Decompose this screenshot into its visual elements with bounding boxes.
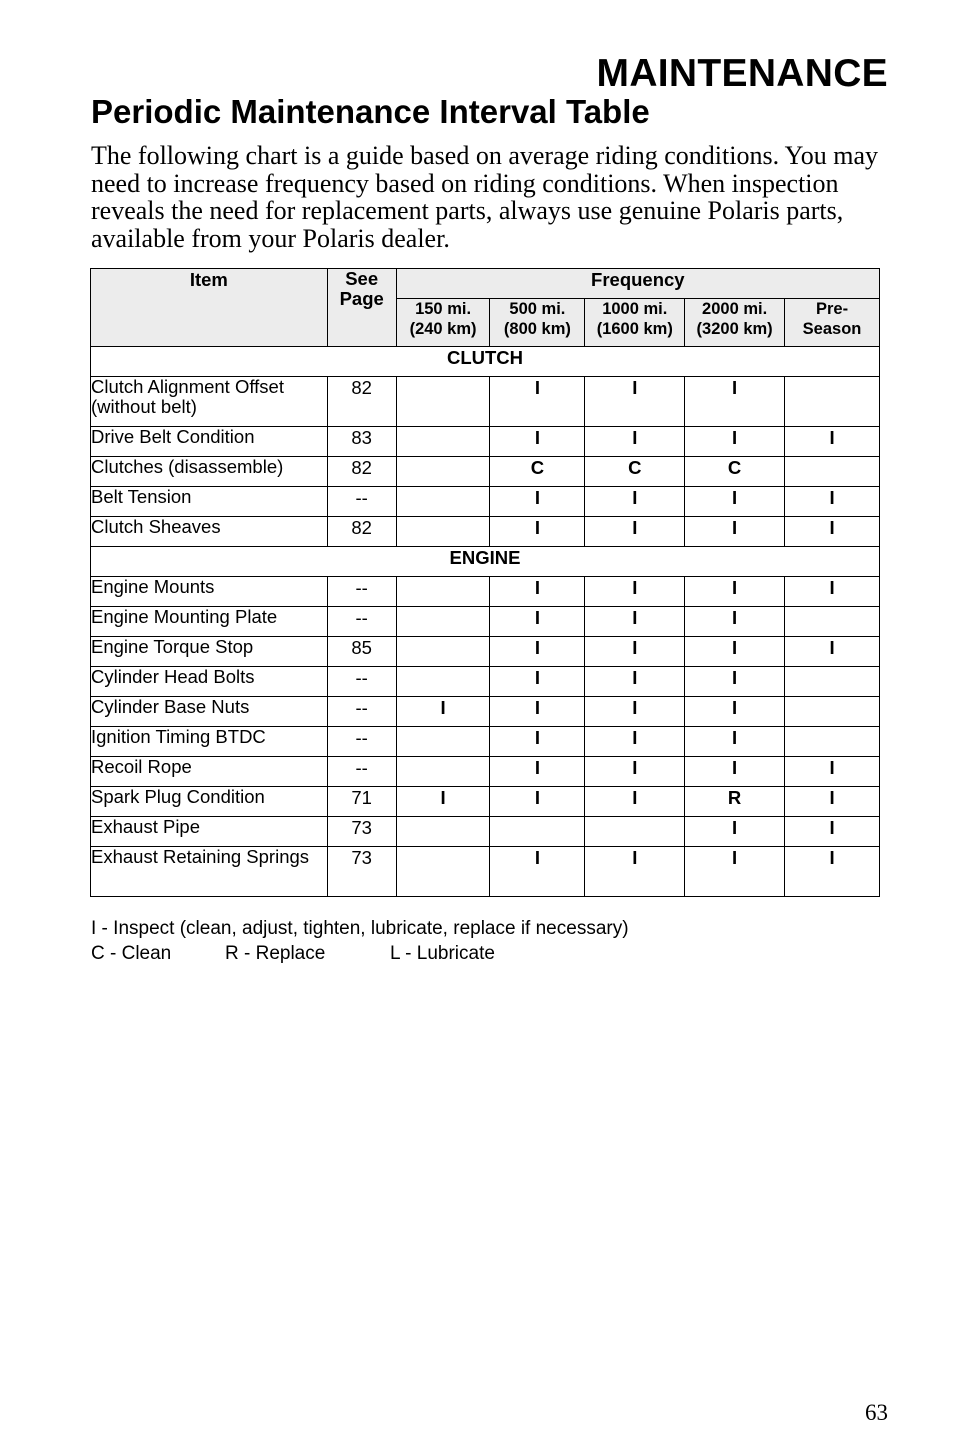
- frequency-cell: I: [685, 757, 785, 787]
- frequency-cell: [396, 607, 490, 637]
- table-row: [91, 847, 880, 897]
- item-cell: Clutches (disassemble): [91, 457, 328, 487]
- frequency-cell: [785, 697, 880, 727]
- item-cell: Cylinder Head Bolts: [91, 667, 328, 697]
- frequency-cell: [785, 607, 880, 637]
- item-cell: Clutch Sheaves: [91, 517, 328, 547]
- frequency-cell: I: [685, 817, 785, 847]
- table-row: [91, 757, 880, 787]
- frequency-cell: [396, 577, 490, 607]
- frequency-cell: I: [585, 727, 685, 757]
- frequency-cell: I: [490, 667, 585, 697]
- frequency-cell: I: [685, 637, 785, 667]
- header-frequency: Frequency: [396, 269, 879, 299]
- frequency-cell: I: [685, 697, 785, 727]
- frequency-cell: I: [685, 577, 785, 607]
- frequency-cell: C: [490, 457, 585, 487]
- item-cell: Cylinder Base Nuts: [91, 697, 328, 727]
- frequency-cell: I: [585, 377, 685, 427]
- table-row: [91, 817, 880, 847]
- table-row: [91, 637, 880, 667]
- item-cell: Belt Tension: [91, 487, 328, 517]
- see-page-cell: 71: [327, 787, 396, 817]
- item-cell: Spark Plug Condition: [91, 787, 328, 817]
- table-row: [91, 377, 880, 427]
- see-page-cell: --: [327, 727, 396, 757]
- frequency-cell: I: [685, 667, 785, 697]
- frequency-cell: I: [490, 577, 585, 607]
- see-page-cell: 85: [327, 637, 396, 667]
- frequency-cell: [396, 427, 490, 457]
- item-cell: Ignition Timing BTDC: [91, 727, 328, 757]
- frequency-cell: I: [490, 847, 585, 897]
- frequency-cell: I: [685, 517, 785, 547]
- frequency-cell: I: [585, 487, 685, 517]
- table-row: [91, 787, 880, 817]
- table-row: [91, 487, 880, 517]
- frequency-cell: [585, 817, 685, 847]
- frequency-cell: I: [685, 427, 785, 457]
- legend-replace: R - Replace: [225, 943, 326, 964]
- frequency-cell: [396, 847, 490, 897]
- frequency-cell: [785, 377, 880, 427]
- frequency-cell: C: [685, 457, 785, 487]
- item-cell: Drive Belt Condition: [91, 427, 328, 457]
- frequency-cell: [490, 817, 585, 847]
- frequency-cell: I: [490, 757, 585, 787]
- legend: [91, 916, 629, 966]
- frequency-cell: I: [585, 637, 685, 667]
- frequency-cell: [396, 757, 490, 787]
- frequency-cell: I: [785, 847, 880, 897]
- group-row: [91, 547, 880, 577]
- frequency-cell: [396, 377, 490, 427]
- frequency-cell: [396, 637, 490, 667]
- frequency-cell: I: [685, 377, 785, 427]
- see-page-cell: --: [327, 607, 396, 637]
- page-number: 63: [865, 1400, 888, 1425]
- frequency-cell: I: [585, 757, 685, 787]
- section-title: MAINTENANCE: [596, 52, 888, 95]
- frequency-cell: [785, 727, 880, 757]
- frequency-cell: R: [685, 787, 785, 817]
- frequency-cell: I: [396, 697, 490, 727]
- frequency-cell: I: [490, 787, 585, 817]
- table-row: [91, 667, 880, 697]
- header-see-page: See Page: [327, 269, 396, 347]
- interval-500: 500 mi. (800 km): [490, 299, 585, 347]
- frequency-cell: [396, 487, 490, 517]
- frequency-cell: I: [685, 607, 785, 637]
- frequency-cell: I: [785, 487, 880, 517]
- item-cell: Exhaust Pipe: [91, 817, 328, 847]
- see-page-cell: --: [327, 577, 396, 607]
- see-page-cell: 82: [327, 457, 396, 487]
- frequency-cell: [785, 457, 880, 487]
- frequency-cell: I: [490, 377, 585, 427]
- frequency-cell: I: [785, 577, 880, 607]
- frequency-cell: [785, 667, 880, 697]
- frequency-cell: I: [396, 787, 490, 817]
- frequency-cell: I: [585, 607, 685, 637]
- frequency-cell: I: [785, 817, 880, 847]
- frequency-cell: I: [585, 577, 685, 607]
- interval-1000: 1000 mi. (1600 km): [585, 299, 685, 347]
- frequency-cell: I: [785, 517, 880, 547]
- frequency-cell: I: [585, 517, 685, 547]
- frequency-cell: [396, 667, 490, 697]
- frequency-cell: I: [785, 787, 880, 817]
- frequency-cell: I: [785, 637, 880, 667]
- see-page-cell: 73: [327, 847, 396, 897]
- legend-codes: [91, 941, 629, 966]
- frequency-cell: I: [685, 727, 785, 757]
- frequency-cell: I: [490, 607, 585, 637]
- frequency-cell: I: [685, 487, 785, 517]
- table-row: [91, 607, 880, 637]
- maintenance-interval-table: [90, 268, 880, 897]
- see-page-cell: --: [327, 487, 396, 517]
- interval-150: 150 mi. (240 km): [396, 299, 490, 347]
- see-page-cell: 73: [327, 817, 396, 847]
- interval-2000: 2000 mi. (3200 km): [685, 299, 785, 347]
- frequency-cell: I: [490, 487, 585, 517]
- page-heading: Periodic Maintenance Interval Table: [91, 93, 650, 130]
- see-page-cell: --: [327, 757, 396, 787]
- table-row: [91, 457, 880, 487]
- interval-pre-season: Pre- Season: [785, 299, 880, 347]
- frequency-cell: [396, 517, 490, 547]
- header-item: Item: [91, 269, 328, 347]
- frequency-cell: C: [585, 457, 685, 487]
- item-cell: Engine Torque Stop: [91, 637, 328, 667]
- intro-paragraph: The following chart is a guide based on average riding conditions. You may need to increase frequency based on riding conditions. When inspection reveals the need for replacement parts, always use genuine Polaris parts, available from your Polaris dealer.: [91, 141, 879, 253]
- frequency-cell: I: [585, 697, 685, 727]
- frequency-cell: I: [490, 637, 585, 667]
- group-label: CLUTCH: [91, 347, 880, 377]
- table-row: [91, 577, 880, 607]
- frequency-cell: I: [490, 697, 585, 727]
- frequency-cell: I: [685, 847, 785, 897]
- legend-clean: C - Clean: [91, 943, 172, 964]
- frequency-cell: [396, 817, 490, 847]
- table-row: [91, 697, 880, 727]
- legend-lubricate: L - Lubricate: [390, 943, 495, 964]
- see-page-cell: --: [327, 697, 396, 727]
- see-page-cell: 82: [327, 377, 396, 427]
- frequency-cell: I: [585, 787, 685, 817]
- frequency-cell: I: [785, 427, 880, 457]
- frequency-cell: I: [490, 517, 585, 547]
- frequency-cell: I: [490, 427, 585, 457]
- see-page-cell: 83: [327, 427, 396, 457]
- see-page-cell: 82: [327, 517, 396, 547]
- frequency-cell: [396, 457, 490, 487]
- frequency-cell: I: [490, 727, 585, 757]
- frequency-cell: I: [585, 667, 685, 697]
- item-cell: Engine Mounting Plate: [91, 607, 328, 637]
- group-label: ENGINE: [91, 547, 880, 577]
- item-cell: Engine Mounts: [91, 577, 328, 607]
- frequency-cell: I: [585, 427, 685, 457]
- frequency-cell: [396, 727, 490, 757]
- group-row: [91, 347, 880, 377]
- legend-inspect: I - Inspect (clean, adjust, tighten, lubricate, replace if necessary): [91, 918, 629, 939]
- item-cell: Clutch Alignment Offset (without belt): [91, 377, 328, 427]
- table-row: [91, 727, 880, 757]
- table-row: [91, 517, 880, 547]
- see-page-cell: --: [327, 667, 396, 697]
- frequency-cell: I: [585, 847, 685, 897]
- table-row: [91, 427, 880, 457]
- item-cell: Recoil Rope: [91, 757, 328, 787]
- frequency-cell: I: [785, 757, 880, 787]
- item-cell: Exhaust Retaining Springs: [91, 847, 328, 897]
